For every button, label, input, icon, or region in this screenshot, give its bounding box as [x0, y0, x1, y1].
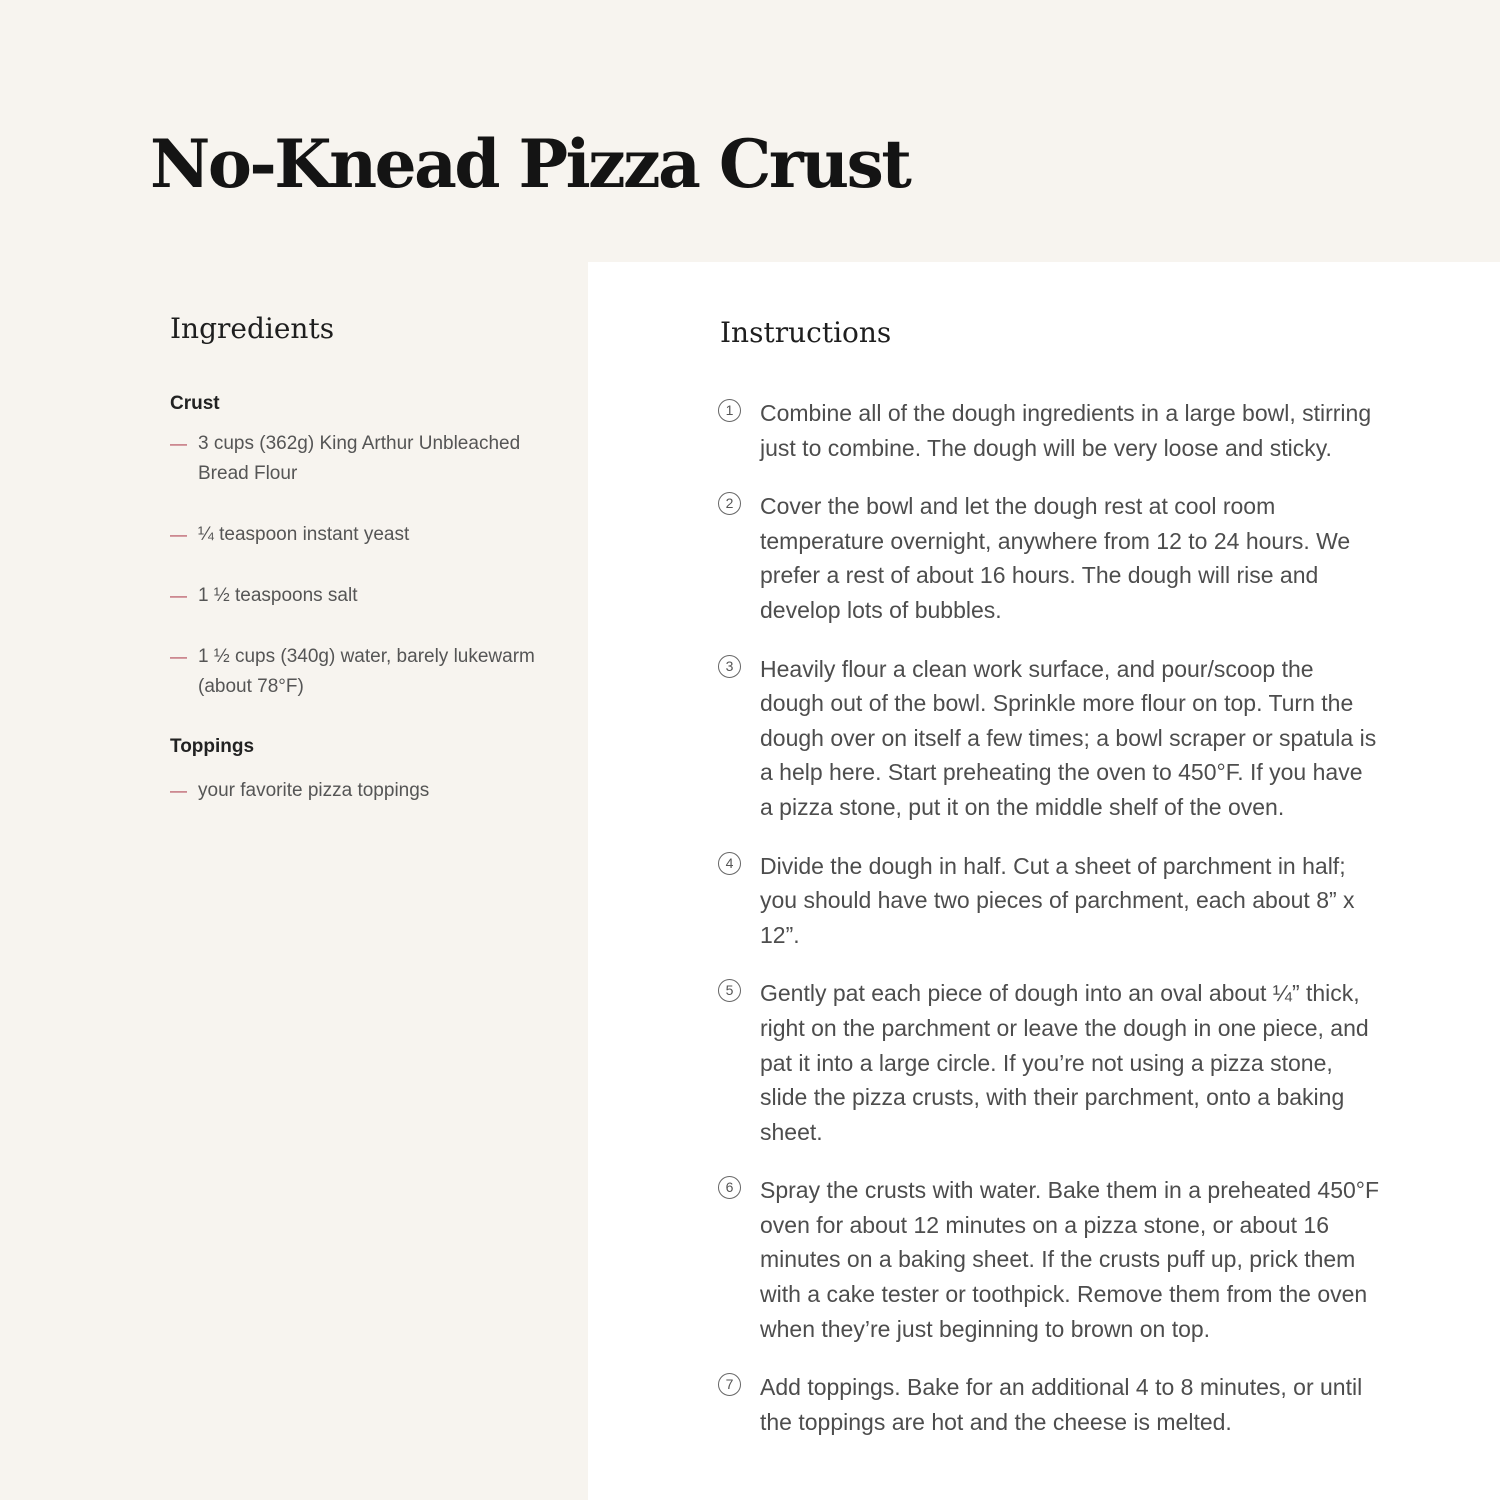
- ingredient-text: 1 ½ cups (340g) water, barely lukewarm (about 78°F): [198, 646, 535, 698]
- step-text: Gently pat each piece of dough into an oval about ¼” thick, right on the parchment or leave the dough in one piece, and pat it into a large circle. If you’re not using a pizza stone, slide the pizza crusts, with their parchment, onto a baking sheet.: [760, 980, 1369, 1145]
- instruction-step: [720, 489, 1380, 627]
- ingredient-item: [170, 776, 570, 806]
- step-text: Spray the crusts with water. Bake them in a preheated 450°F oven for about 12 minutes on a pizza stone, or about 16 minutes on a baking sheet. If the crusts puff up, prick them with a cake tester or toothpick. Remove them from the oven when they’re just beginning to brown on top.: [760, 1177, 1380, 1342]
- ingredient-item: [170, 429, 570, 489]
- toppings-ingredient-list: [170, 776, 570, 806]
- step-number-circle-icon: 2: [718, 492, 741, 515]
- instructions-panel: [588, 262, 1500, 1500]
- instruction-step: [720, 652, 1380, 825]
- crust-ingredient-list: [170, 429, 570, 702]
- dash-bullet-icon: —: [170, 525, 187, 545]
- step-text: Cover the bowl and let the dough rest at cool room temperature overnight, anywhere from 12 to 24 hours. We prefer a rest of about 16 hours. The dough will rise and develop lots of bubbles.: [760, 493, 1351, 623]
- ingredient-text: ¼ teaspoon instant yeast: [198, 524, 410, 546]
- instruction-step: [720, 976, 1380, 1149]
- step-text: Divide the dough in half. Cut a sheet of parchment in half; you should have two pieces of parchment, each about 8” x 12”.: [760, 852, 1355, 948]
- ingredient-item: [170, 581, 570, 611]
- ingredient-group-toppings-heading: Toppings: [170, 736, 255, 758]
- ingredient-item: [170, 520, 570, 550]
- ingredient-text: 1 ½ teaspoons salt: [198, 585, 358, 607]
- dash-bullet-icon: —: [170, 781, 187, 801]
- ingredient-text: your favorite pizza toppings: [198, 780, 430, 802]
- instruction-step: [720, 1370, 1380, 1439]
- dash-bullet-icon: —: [170, 647, 187, 667]
- ingredients-section: [170, 312, 570, 806]
- step-number-circle-icon: 3: [718, 655, 741, 678]
- step-text: Heavily flour a clean work surface, and pour/scoop the dough out of the bowl. Sprinkle more flour on top. Turn the dough over on itself a few times; a bowl scraper or spatula is a help here. Start preheating the oven to 450°F. If you have a pizza stone, put it on the middle shelf of the oven.: [760, 655, 1377, 820]
- ingredient-item: [170, 642, 570, 702]
- step-number-circle-icon: 5: [718, 979, 741, 1002]
- instruction-step: [720, 1173, 1380, 1346]
- dash-bullet-icon: —: [170, 586, 187, 606]
- instruction-steps-list: [720, 396, 1380, 1463]
- step-number-circle-icon: 6: [718, 1176, 741, 1199]
- ingredients-heading: Ingredients: [170, 312, 335, 345]
- step-number-circle-icon: 7: [718, 1373, 741, 1396]
- dash-bullet-icon: —: [170, 434, 187, 454]
- recipe-title: No-Knead Pizza Crust: [150, 125, 910, 203]
- step-text: Combine all of the dough ingredients in a large bowl, stirring just to combine. The dough will be very loose and sticky.: [760, 400, 1372, 461]
- step-text: Add toppings. Bake for an additional 4 to 8 minutes, or until the toppings are hot and the cheese is melted.: [760, 1374, 1363, 1435]
- instructions-heading: Instructions: [720, 316, 892, 349]
- step-number-circle-icon: 1: [718, 399, 741, 422]
- ingredient-text: 3 cups (362g) King Arthur Unbleached Bread Flour: [198, 433, 521, 485]
- step-number-circle-icon: 4: [718, 852, 741, 875]
- instruction-step: [720, 849, 1380, 953]
- instruction-step: [720, 396, 1380, 465]
- ingredient-group-crust-heading: Crust: [170, 392, 220, 414]
